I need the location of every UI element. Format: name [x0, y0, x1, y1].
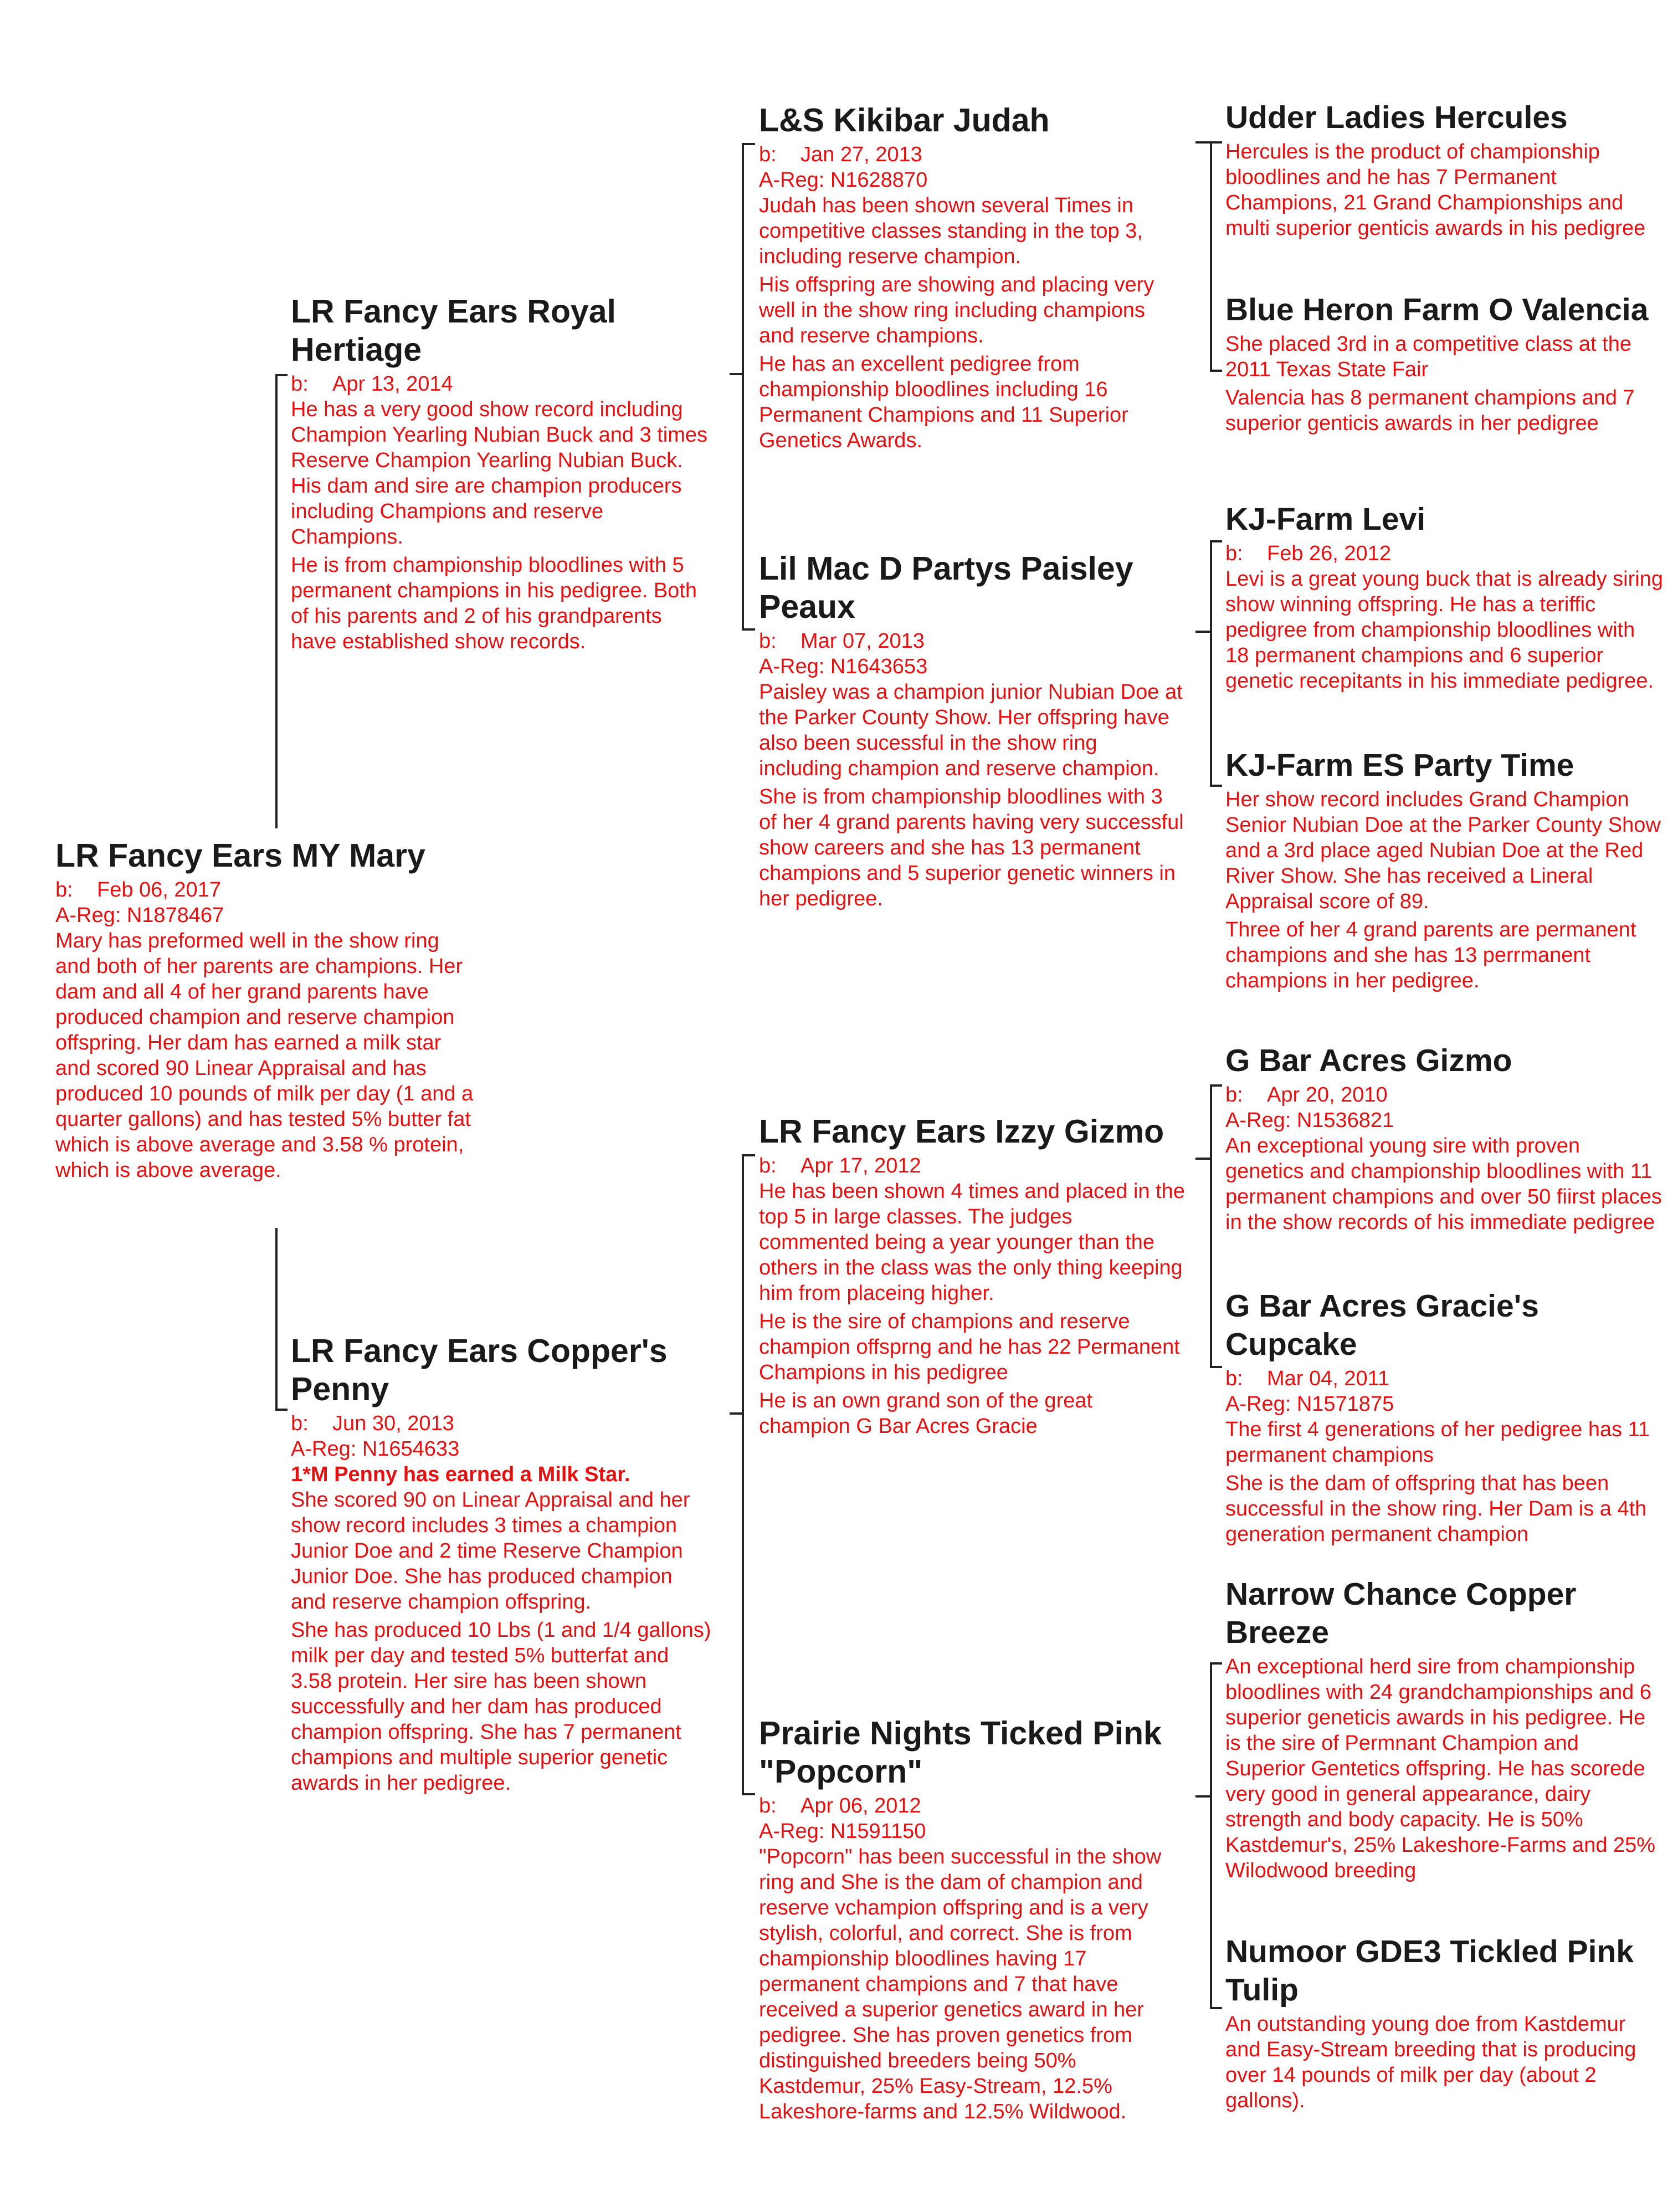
dam-dam-name: Prairie Nights Ticked Pink "Popcorn" — [759, 1715, 1162, 1790]
sire-description-1: He has a very good show record including Champion Yearling Nubian Buck and 3 times Reserve Champion Yearling Nubian Buck. His dam and sire are champion producers including Champions and reserve Champions. — [291, 398, 708, 549]
dam-description-2: She has produced 10 Lbs (1 and 1/4 gallons) milk per day and tested 5% butterfat and 3.58 protein. Her sire has been shown successfully and her dam has produced champion offspring. She has 7 permanent champions and multiple superior genetic awards in her pedigree. — [291, 1619, 711, 1795]
dam-dam-description-1: "Popcorn" has been successful in the show ring and She is the dam of champion and reserve vchampion offspring and is a very stylish, colorful, and correct. She is from championship bloodlines having 17 permanent champions and 7 that have received a superior genetics award in her pedigree. She has proven genetics from distinguished breeders being 50% Kastdemur, 25% Easy-Stream, 12.5% Lakeshore-farms and 12.5% Wildwood. — [759, 1845, 1162, 2123]
sdd-card — [1225, 746, 1663, 996]
dam-description-1: She scored 90 on Linear Appraisal and her show record includes 3 times a champion Junior Doe and 2 time Reserve Champion Junior Doe. She has produced champion and reserve champion offspring. — [291, 1488, 690, 1614]
sire-sire-card — [759, 101, 1186, 456]
sire-sire-description-1: Judah has been shown several Times in competitive classes standing in the top 3, including reserve champion. — [759, 194, 1143, 268]
sss-card — [1225, 99, 1663, 244]
connector-dd-mid — [1195, 1795, 1211, 1798]
sss-name: Udder Ladies Hercules — [1225, 100, 1568, 135]
dam-birthdate: b: Jun 30, 2013 — [291, 1412, 454, 1435]
dam-sire-name: LR Fancy Ears Izzy Gizmo — [759, 1113, 1164, 1150]
connector-dam-dam-tick — [742, 1793, 755, 1795]
sire-sire-description-3: He has an excellent pedigree from championship bloodlines including 16 Permanent Champions and 11 Superior Genetics Awards. — [759, 352, 1128, 452]
dam-sire-description-2: He is the sire of champions and reserve champion offsprng and he has 22 Permanent Champions in his pedigree — [759, 1310, 1180, 1384]
sdd-description-2: Three of her 4 grand parents are permanent champions and she has 13 perrmanent champions in her pedigree. — [1225, 918, 1636, 992]
connector-ss-top — [1210, 141, 1222, 144]
subject-name: LR Fancy Ears MY Mary — [55, 837, 425, 874]
dds-name: Narrow Chance Copper Breeze — [1225, 1576, 1577, 1650]
sds-description-1: Levi is a great young buck that is already siring show winning offspring. He has a teriffic pedigree from championship bloodlines with 18 permanent champions and 6 superior genetic recepitants in his immediate pedigree. — [1225, 567, 1663, 693]
connector-ds-bottom — [1210, 1366, 1222, 1368]
connector-dd-bottom — [1210, 2007, 1222, 2009]
dam-sire-card — [759, 1113, 1186, 1442]
connector-subject-dam — [275, 1228, 278, 1411]
connector-ds-mid — [1195, 1158, 1211, 1160]
dds-card — [1225, 1575, 1663, 1886]
ssd-card — [1225, 291, 1663, 439]
dam-name: LR Fancy Ears Copper's Penny — [291, 1333, 668, 1407]
connector-ss-mid — [1195, 141, 1211, 144]
sire-dam-description-2: She is from championship bloodlines with 3 of her 4 grand parents having very successful show careers and she has 13 permanent champions and 5 superior genetic winners in her pedigree. — [759, 785, 1184, 910]
dsd-description-1: The first 4 generations of her pedigree has 11 permanent champions — [1225, 1418, 1650, 1467]
dam-sire-description-1: He has been shown 4 times and placed in the top 5 in large classes. The judges commented being a year younger than the others in the class was the only thing keeping him from placeing higher. — [759, 1180, 1185, 1305]
connector-sd-bottom — [1210, 785, 1222, 787]
connector-subject-sire — [275, 374, 278, 828]
ssd-description-2: Valencia has 8 permanent champions and 7 superior genticis awards in her pedigree — [1225, 386, 1635, 435]
connector-ss-parents — [1210, 141, 1212, 372]
dam-dam-card — [759, 1714, 1186, 2127]
connector-ds-top — [1210, 1084, 1222, 1087]
ssd-description-1: She placed 3rd in a competitive class at the 2011 Texas State Fair — [1225, 332, 1631, 381]
sdd-name: KJ-Farm ES Party Time — [1225, 747, 1574, 783]
sire-name: LR Fancy Ears Royal Hertiage — [291, 293, 616, 368]
dam-dam-birthdate: b: Apr 06, 2012 — [759, 1794, 921, 1817]
dss-description-1: An exceptional young sire with proven genetics and championship bloodlines with 11 permanent champions and over 50 fiirst places in the show records of his immediate pedigree — [1225, 1134, 1662, 1234]
ddd-card — [1225, 1933, 1663, 2116]
dss-name: G Bar Acres Gizmo — [1225, 1043, 1512, 1078]
sire-sire-description-2: His offspring are showing and placing very well in the show ring including champions and reserve champions. — [759, 273, 1154, 347]
sire-description-2: He is from championship bloodlines with 5 permanent champions in his pedigree. Both of his parents and 2 of his grandparents have established show records. — [291, 554, 697, 653]
dss-card — [1225, 1042, 1663, 1238]
dam-dam-registration: A-Reg: N1591150 — [759, 1820, 926, 1843]
ssd-name: Blue Heron Farm O Valencia — [1225, 292, 1649, 327]
connector-dam-sire-tick — [742, 1154, 755, 1156]
sire-sire-registration: A-Reg: N1628870 — [759, 168, 928, 192]
sds-name: KJ-Farm Levi — [1225, 501, 1426, 537]
connector-sire-mid-tick — [730, 373, 743, 375]
dss-birthdate: b: Apr 20, 2010 — [1225, 1083, 1388, 1107]
dsd-card — [1225, 1287, 1663, 1550]
subject-description: Mary has preformed well in the show ring and both of her parents are champions. Her dam and all 4 of her grand parents have produced champion and reserve champion offspring. Her dam has earned a milk star and scored 90 Linear Appraisal and has produced 10 pounds of milk per day (1 and a quarter gallons) and has tested 5% butter fat which is above average and 3.58 % protein, which is above average. — [55, 929, 474, 1182]
ddd-name: Numoor GDE3 Tickled Pink Tulip — [1225, 1934, 1634, 2008]
dsd-description-2: She is the dam of offspring that has been successful in the show ring. Her Dam is a 4th generation permanent champion — [1225, 1472, 1647, 1546]
connector-dam-to-parents — [742, 1154, 744, 1795]
subject-birthdate: b: Feb 06, 2017 — [55, 878, 221, 902]
sds-card — [1225, 500, 1663, 697]
connector-dam-tick — [275, 1409, 288, 1411]
dam-registration: A-Reg: N1654633 — [291, 1437, 460, 1461]
connector-ss-bottom — [1210, 370, 1222, 372]
connector-sire-sire-tick — [742, 143, 755, 145]
sire-dam-description-1: Paisley was a champion junior Nubian Doe at the Parker County Show. Her offspring have also been sucessful in the show ring including champion and reserve champion. — [759, 680, 1183, 780]
sss-description-1: Hercules is the product of championship bloodlines and he has 7 Permanent Champions, 21 Grand Championships and multi superior genticis awards in his pedigree — [1225, 140, 1646, 240]
connector-dam-mid-tick — [730, 1412, 743, 1415]
subject-registration: A-Reg: N1878467 — [55, 904, 224, 927]
dam-milk-star: 1*M Penny has earned a Milk Star. — [291, 1463, 630, 1486]
subject-card — [55, 837, 476, 1186]
dam-card — [291, 1332, 712, 1799]
sire-dam-card — [759, 550, 1186, 914]
sdd-description-1: Her show record includes Grand Champion Senior Nubian Doe at the Parker County Show and a 3rd place aged Nubian Doe at the Red River Show. She has received a Lineral Appraisal score of 89. — [1225, 788, 1661, 913]
connector-sd-parents — [1210, 540, 1212, 787]
sds-birthdate: b: Feb 26, 2012 — [1225, 542, 1391, 565]
sire-birthdate: b: Apr 13, 2014 — [291, 372, 453, 396]
dam-sire-description-3: He is an own grand son of the great champion G Bar Acres Gracie — [759, 1389, 1093, 1438]
connector-dd-top — [1210, 1662, 1222, 1665]
dam-sire-birthdate: b: Apr 17, 2012 — [759, 1154, 921, 1177]
sire-card — [291, 293, 712, 657]
connector-sire-tick — [275, 374, 288, 376]
connector-sd-mid — [1195, 631, 1211, 633]
sire-dam-name: Lil Mac D Partys Paisley Peaux — [759, 550, 1133, 625]
dsd-registration: A-Reg: N1571875 — [1225, 1392, 1394, 1416]
dds-description-1: An exceptional herd sire from championship bloodlines with 24 grandchampionships and 6 superior geneticis awards in his pedigree. He is the sire of Permnant Champion and Superior Gentetics offspring. He has scorede very good in general appearance, dairy strength and body capacity. He is 50% Kastdemur's, 25% Lakeshore-Farms and 25% Wilodwood breeding — [1225, 1655, 1656, 1882]
connector-sd-top — [1210, 540, 1222, 542]
connector-ds-parents — [1210, 1084, 1212, 1368]
dsd-birthdate: b: Mar 04, 2011 — [1225, 1367, 1390, 1390]
connector-sire-to-parents — [742, 143, 744, 631]
ddd-description-1: An outstanding young doe from Kastdemur and Easy-Stream breeding that is producing over 14 pounds of milk per day (about 2 gallons). — [1225, 2013, 1636, 2112]
dss-registration: A-Reg: N1536821 — [1225, 1109, 1394, 1132]
sire-sire-name: L&S Kikibar Judah — [759, 102, 1050, 139]
sire-dam-registration: A-Reg: N1643653 — [759, 655, 928, 678]
dsd-name: G Bar Acres Gracie's Cupcake — [1225, 1288, 1539, 1362]
sire-dam-birthdate: b: Mar 07, 2013 — [759, 629, 925, 653]
connector-dd-parents — [1210, 1662, 1212, 2009]
sire-sire-birthdate: b: Jan 27, 2013 — [759, 143, 922, 166]
connector-sire-dam-tick — [742, 628, 755, 631]
